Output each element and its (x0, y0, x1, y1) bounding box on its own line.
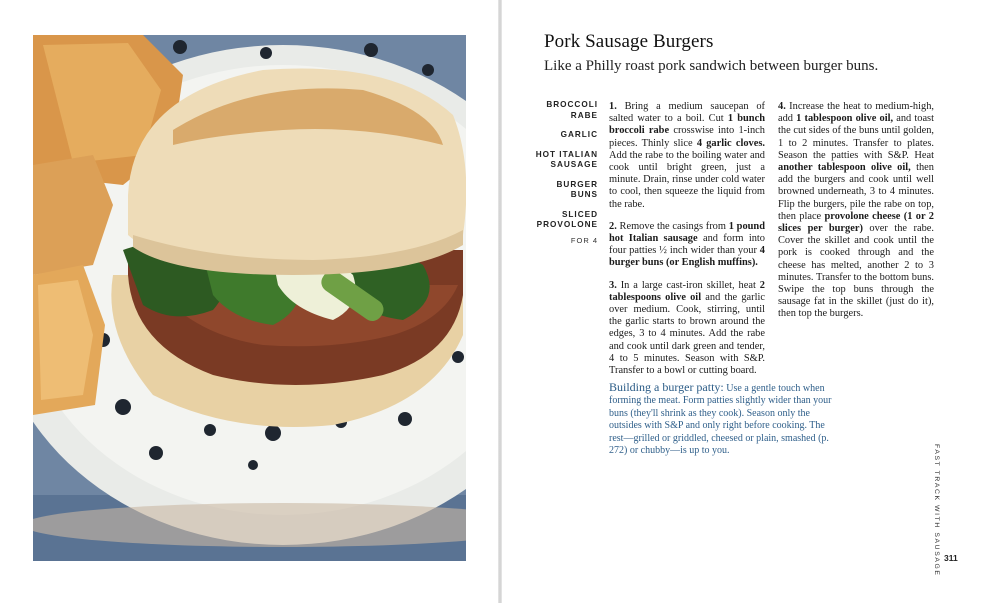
running-head: FAST TRACK WITH SAUSAGE (933, 444, 940, 577)
step-text: Add the rabe to the boiling water and cook until bright green, just a minute. Drain, rinse under cold water to cool, then squeeze the liquid from the rabe. (609, 149, 765, 210)
ingredient-item: GARLIC (560, 130, 598, 139)
recipe-subtitle: Like a Philly roast pork sandwich between burger buns. (544, 58, 879, 74)
ingredient-item: BURGER BUNS (556, 179, 598, 199)
step-bold-text: 4 burger buns (or English muffins). (609, 245, 765, 269)
serves-label: FOR 4 (570, 236, 598, 245)
step-text: and form into four patties ½ inch wider than your (609, 233, 765, 257)
ingredient-list (530, 100, 598, 240)
step-bold-text: provolone cheese (1 or 2 slices per burger) (778, 210, 934, 235)
step-bold-text: 1. (609, 101, 617, 112)
page-number: 311 (944, 553, 958, 563)
steps-column-right (778, 101, 934, 331)
step-text: and toast the cut sides of the buns until golden, 1 to 2 minutes. Transfer to plates. Season the patties with S&P. Heat (778, 113, 934, 161)
burger-photo (33, 35, 466, 561)
recipe-step (609, 101, 765, 211)
ingredient-item: SLICED PROVOLONE (536, 209, 598, 229)
step-bold-text: 1 bunch broccoli rabe (609, 113, 765, 137)
step-bold-text: 3. (609, 279, 617, 291)
step-text: Remove the casings from (616, 220, 729, 232)
step-bold-text: 1 tablespoon olive oil, (796, 113, 894, 125)
step-bold-text: 1 pound hot Italian sausage (609, 220, 765, 245)
tip-box (609, 381, 839, 457)
step-text: and the garlic over medium. Cook, stirring, until the garlic starts to brown around the edges, 3 to 4 minutes. Add the rabe and cook until dark green and tender, 4 to 5 minutes. Season with S&P. Transfer to a bowl or cutting board. (609, 291, 765, 377)
tip-heading: Building a burger patty: (609, 380, 724, 394)
step-bold-text: 2 tablespoons olive oil (609, 279, 765, 303)
recipe-title: Pork Sausage Burgers (544, 31, 714, 52)
step-text: Increase the heat to medium-high, add (778, 101, 934, 125)
step-text: In a large cast-iron skillet, heat (616, 279, 760, 291)
ingredient-item: HOT ITALIAN SAUSAGE (535, 149, 598, 169)
step-text: then add the burgers and cook until well browned underneath, 3 to 4 minutes. Flip the burgers, pile the rabe on top, then place (778, 162, 934, 222)
recipe-step (778, 101, 934, 321)
step-bold-text: 4. (778, 101, 786, 112)
recipe-step (609, 221, 765, 270)
step-bold-text: 4 garlic cloves. (696, 137, 765, 149)
step-bold-text: another tablespoon olive oil, (778, 162, 911, 174)
book-gutter (498, 0, 502, 603)
step-text: crosswise into 1-inch pieces. Thinly slice (609, 125, 765, 149)
recipe-step (609, 280, 765, 378)
steps-column-left (609, 101, 765, 387)
tip-body: Use a gentle touch when forming the meat. Form patties slightly wider than your buns (they'll shrink as they cook). Season only the outsides with S&P and only right before cooking. The rest—grilled or griddled, cheesed or plain, smashed (p. 272) or chubby—is up to you. (609, 383, 832, 457)
step-bold-text: 2. (609, 220, 617, 232)
step-text: over the rabe. Cover the skillet and cook until the pork is cooked through and the cheese has melted, another 2 to 3 minutes. Transfer to the bottom buns. Swipe the top buns through the sausage fat in the skillet (just do it), then top the burgers. (778, 223, 934, 320)
ingredient-item: BROCCOLI RABE (546, 100, 598, 120)
step-text: Bring a medium saucepan of salted water to a boil. Cut (609, 101, 765, 125)
